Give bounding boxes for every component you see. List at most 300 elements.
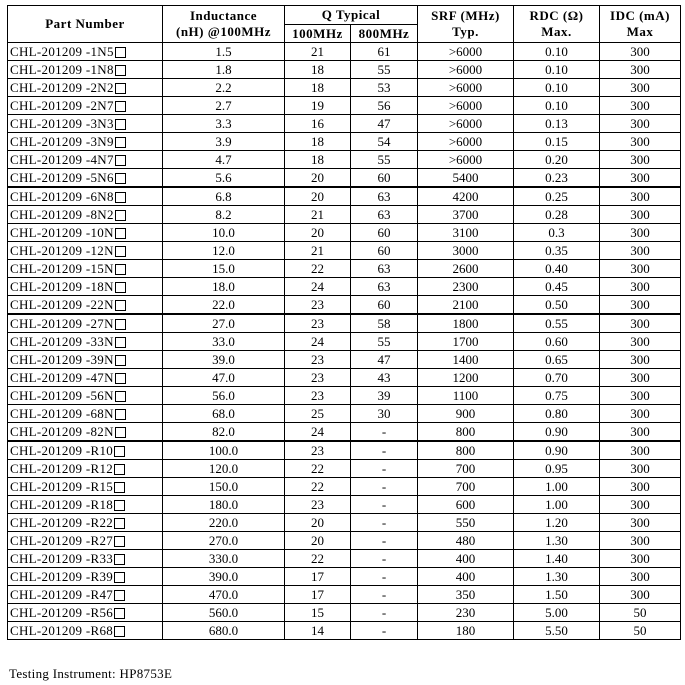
q-800mhz-cell-text: 54 [377,133,391,149]
table-row [8,260,681,278]
inductance-cell-text: 1.5 [215,43,232,59]
table-row [8,478,681,496]
rdc-cell-text: 0.40 [545,260,568,276]
srf-cell-text: 4200 [452,188,479,204]
inductance-cell-text: 100.0 [208,442,239,458]
q-100mhz-cell [285,568,351,586]
placeholder-box-icon [115,210,126,221]
inductance-cell [163,514,285,532]
rdc-cell-text: 1.40 [545,550,568,566]
q-800mhz-cell [351,514,418,532]
idc-cell-text: 300 [630,478,650,494]
srf-cell-text: 550 [455,514,476,530]
q-800mhz-cell [351,61,418,79]
part-number-cell-text: CHL-201209 -R56 [10,604,114,620]
rdc-cell [514,514,600,532]
idc-cell [600,460,681,478]
inductance-cell [163,387,285,405]
header-rdc-line2: Max. [541,24,572,39]
srf-cell [418,206,514,224]
part-number-cell-text: CHL-201209 -R33 [10,550,114,566]
srf-cell [418,405,514,423]
rdc-cell [514,151,600,169]
q-800mhz-cell-text: 63 [377,188,391,204]
placeholder-box-icon [115,246,126,257]
header-q-800mhz: 800MHz [351,25,418,43]
rdc-cell [514,586,600,604]
placeholder-box-icon [115,282,126,293]
q-800mhz-cell-text: 55 [377,333,391,349]
q-800mhz-cell [351,224,418,242]
part-number-cell-text: CHL-201209 -R47 [10,586,114,602]
srf-cell [418,333,514,351]
srf-cell-text: 700 [455,478,476,494]
q-100mhz-cell-text: 23 [311,496,324,512]
q-800mhz-cell-text: - [381,478,387,494]
table-row [8,514,681,532]
table-row [8,61,681,79]
table-row [8,496,681,514]
placeholder-box-icon [115,319,126,330]
q-100mhz-cell-text: 24 [311,423,324,439]
inductance-cell [163,351,285,369]
rdc-cell-text: 0.50 [545,296,568,312]
idc-cell [600,550,681,568]
placeholder-box-icon [114,500,125,511]
inductance-cell-text: 270.0 [208,532,239,548]
srf-cell-text: 800 [455,442,476,458]
rdc-cell [514,260,600,278]
header-q-100mhz: 100MHz [285,25,351,43]
srf-cell-text: 180 [455,622,476,638]
q-800mhz-cell [351,441,418,460]
table-row [8,224,681,242]
q-800mhz-cell [351,333,418,351]
idc-cell [600,169,681,188]
srf-cell [418,622,514,640]
rdc-cell [514,169,600,188]
header-idc [600,6,681,43]
inductance-cell-text: 3.9 [215,133,232,149]
idc-cell-text: 300 [630,387,650,403]
rdc-cell [514,423,600,442]
idc-cell-text: 300 [630,351,650,367]
q-100mhz-cell-text: 22 [311,460,324,476]
q-100mhz-cell-text: 20 [311,188,324,204]
part-number-cell-text: CHL-201209 -22N [10,296,114,312]
srf-cell-text: >6000 [448,79,483,95]
inductance-cell [163,405,285,423]
part-number-cell-text: CHL-201209 -12N [10,242,114,258]
inductance-cell-text: 390.0 [208,568,239,584]
rdc-cell-text: 0.23 [545,169,568,185]
idc-cell-text: 300 [630,61,650,77]
part-number-cell [8,242,163,260]
q-800mhz-cell-text: 60 [377,242,391,258]
part-number-cell-text: CHL-201209 -6N8 [10,188,114,204]
srf-cell [418,604,514,622]
srf-cell-text: 2300 [452,278,479,294]
q-100mhz-cell [285,496,351,514]
rdc-cell [514,97,600,115]
srf-cell-text: 400 [455,550,476,566]
part-number-cell-text: CHL-201209 -33N [10,333,114,349]
inductance-cell [163,586,285,604]
inductance-cell [163,97,285,115]
inductance-cell [163,79,285,97]
rdc-cell-text: 1.50 [545,586,568,602]
part-number-cell [8,97,163,115]
q-800mhz-cell-text: - [381,550,387,566]
q-100mhz-cell-text: 20 [311,514,324,530]
idc-cell-text: 300 [630,333,650,349]
q-800mhz-cell [351,260,418,278]
part-number-cell [8,478,163,496]
q-100mhz-cell [285,43,351,61]
idc-cell [600,496,681,514]
table-row [8,441,681,460]
testing-instrument-note [9,666,172,682]
inductance-cell [163,133,285,151]
srf-cell-text: 2600 [452,260,479,276]
inductance-cell-text: 27.0 [212,315,235,331]
footer-label: Testing Instrument: [9,666,120,681]
part-number-cell [8,43,163,61]
q-100mhz-cell [285,151,351,169]
rdc-cell-text: 0.60 [545,333,568,349]
placeholder-box-icon [114,554,125,565]
q-100mhz-cell [285,514,351,532]
idc-cell [600,405,681,423]
header-q-typical: Q Typical [285,6,418,25]
table-row [8,387,681,405]
rdc-cell [514,568,600,586]
idc-cell-text: 300 [630,43,650,59]
part-number-cell-text: CHL-201209 -R10 [10,442,114,458]
idc-cell-text: 300 [630,369,650,385]
table-row [8,423,681,442]
table-row [8,169,681,188]
q-800mhz-cell-text: 63 [377,278,391,294]
placeholder-box-icon [115,65,126,76]
idc-cell-text: 300 [630,496,650,512]
idc-cell-text: 300 [630,188,650,204]
header-inductance-line2: (nH) @100MHz [176,24,271,39]
rdc-cell-text: 5.00 [545,604,568,620]
idc-cell [600,532,681,550]
inductance-cell [163,314,285,333]
rdc-cell [514,622,600,640]
part-number-cell [8,61,163,79]
part-number-cell [8,333,163,351]
inductance-cell-text: 3.3 [215,115,232,131]
rdc-cell [514,242,600,260]
part-number-cell-text: CHL-201209 -68N [10,405,114,421]
q-100mhz-cell-text: 24 [311,278,324,294]
q-800mhz-cell-text: 30 [377,405,391,421]
q-100mhz-cell [285,333,351,351]
inductance-cell-text: 120.0 [208,460,239,476]
srf-cell-text: 900 [455,405,476,421]
q-800mhz-cell [351,405,418,423]
part-number-cell-text: CHL-201209 -2N7 [10,97,114,113]
q-100mhz-cell-text: 21 [311,43,324,59]
rdc-cell-text: 0.75 [545,387,568,403]
srf-cell [418,369,514,387]
q-100mhz-cell [285,423,351,442]
srf-cell [418,242,514,260]
idc-cell [600,151,681,169]
q-100mhz-cell [285,278,351,296]
table-row [8,79,681,97]
q-800mhz-cell-text: 55 [377,61,391,77]
rdc-cell-text: 0.10 [545,79,568,95]
idc-cell [600,314,681,333]
idc-cell-text: 300 [630,514,650,530]
q-100mhz-cell-text: 16 [311,115,324,131]
inductance-cell-text: 22.0 [212,296,235,312]
table-row [8,314,681,333]
q-800mhz-cell [351,550,418,568]
srf-cell [418,314,514,333]
table-row [8,405,681,423]
q-800mhz-cell [351,278,418,296]
inductance-cell [163,187,285,206]
srf-cell-text: >6000 [448,151,483,167]
rdc-cell [514,604,600,622]
table-row [8,351,681,369]
placeholder-box-icon [115,119,126,130]
placeholder-box-icon [115,264,126,275]
srf-cell-text: 3000 [452,242,479,258]
srf-cell-text: 400 [455,568,476,584]
idc-cell-text: 300 [630,151,650,167]
idc-cell-text: 50 [633,604,647,620]
q-100mhz-cell [285,242,351,260]
rdc-cell-text: 0.90 [545,442,568,458]
part-number-cell-text: CHL-201209 -1N8 [10,61,114,77]
inductance-cell [163,206,285,224]
part-number-cell-text: CHL-201209 -27N [10,315,114,331]
q-100mhz-cell [285,622,351,640]
q-100mhz-cell-text: 23 [311,296,324,312]
q-100mhz-cell [285,550,351,568]
table-row [8,133,681,151]
part-number-cell-text: CHL-201209 -8N2 [10,206,114,222]
q-800mhz-cell-text: - [381,568,387,584]
part-number-cell-text: CHL-201209 -47N [10,369,114,385]
part-number-cell [8,351,163,369]
rdc-cell [514,115,600,133]
idc-cell-text: 300 [630,296,650,312]
q-800mhz-cell [351,622,418,640]
header-rdc-line1: RDC (Ω) [529,8,584,23]
srf-cell [418,351,514,369]
rdc-cell-text: 0.20 [545,151,568,167]
placeholder-box-icon [115,300,126,311]
part-number-cell [8,278,163,296]
idc-cell-text: 300 [630,442,650,458]
placeholder-box-icon [115,173,126,184]
srf-cell [418,169,514,188]
rdc-cell-text: 0.35 [545,242,568,258]
placeholder-box-icon [114,518,125,529]
q-100mhz-cell-text: 25 [311,405,324,421]
inductance-cell-text: 2.2 [215,79,232,95]
table-row [8,568,681,586]
part-number-cell [8,133,163,151]
q-800mhz-cell-text: - [381,496,387,512]
srf-cell [418,97,514,115]
q-800mhz-cell-text: 63 [377,260,391,276]
q-100mhz-cell-text: 18 [311,151,324,167]
part-number-cell-text: CHL-201209 -R22 [10,514,114,530]
srf-cell-text: 1200 [452,369,479,385]
inductance-cell-text: 470.0 [208,586,239,602]
rdc-cell-text: 0.45 [545,278,568,294]
rdc-cell-text: 0.90 [545,423,568,439]
part-number-cell [8,622,163,640]
idc-cell-text: 300 [630,97,650,113]
srf-cell-text: >6000 [448,133,483,149]
placeholder-box-icon [115,228,126,239]
q-100mhz-cell-text: 18 [311,133,324,149]
q-800mhz-cell-text: 47 [377,351,391,367]
part-number-cell [8,460,163,478]
srf-cell [418,260,514,278]
q-800mhz-cell [351,460,418,478]
idc-cell [600,133,681,151]
srf-cell-text: 5400 [452,169,479,185]
q-100mhz-cell [285,187,351,206]
rdc-cell [514,278,600,296]
inductance-cell [163,61,285,79]
q-800mhz-cell-text: 63 [377,206,391,222]
srf-cell [418,514,514,532]
header-srf [418,6,514,43]
idc-cell [600,43,681,61]
idc-cell-text: 300 [630,224,650,240]
part-number-cell-text: CHL-201209 -R68 [10,622,114,638]
inductance-cell-text: 10.0 [212,224,235,240]
q-800mhz-cell [351,151,418,169]
part-number-cell-text: CHL-201209 -56N [10,387,114,403]
inductance-cell-text: 56.0 [212,387,235,403]
part-number-cell-text: CHL-201209 -4N7 [10,151,114,167]
q-100mhz-cell [285,115,351,133]
idc-cell [600,206,681,224]
srf-cell-text: 480 [455,532,476,548]
rdc-cell-text: 0.55 [545,315,568,331]
part-number-cell-text: CHL-201209 -3N3 [10,115,114,131]
part-number-cell [8,187,163,206]
srf-cell-text: 350 [455,586,476,602]
part-number-cell [8,405,163,423]
idc-cell [600,97,681,115]
q-100mhz-cell [285,586,351,604]
q-100mhz-cell [285,224,351,242]
srf-cell-text: 800 [455,423,476,439]
srf-cell [418,133,514,151]
part-number-cell-text: CHL-201209 -3N9 [10,133,114,149]
idc-cell [600,224,681,242]
placeholder-box-icon [115,155,126,166]
inductance-cell [163,224,285,242]
part-number-cell [8,224,163,242]
placeholder-box-icon [114,590,125,601]
idc-cell [600,441,681,460]
q-100mhz-cell-text: 14 [311,622,324,638]
q-800mhz-cell [351,296,418,315]
idc-cell [600,351,681,369]
rdc-cell-text: 1.00 [545,496,568,512]
inductance-cell-text: 8.2 [215,206,232,222]
q-800mhz-cell [351,97,418,115]
inductance-cell [163,278,285,296]
part-number-cell-text: CHL-201209 -R39 [10,568,114,584]
part-number-cell-text: CHL-201209 -15N [10,260,114,276]
part-number-cell [8,441,163,460]
q-100mhz-cell-text: 22 [311,260,324,276]
idc-cell-text: 300 [630,206,650,222]
idc-cell-text: 300 [630,260,650,276]
q-100mhz-cell [285,604,351,622]
q-100mhz-cell-text: 23 [311,351,324,367]
part-number-cell [8,369,163,387]
q-800mhz-cell-text: - [381,586,387,602]
inductance-cell-text: 33.0 [212,333,235,349]
srf-cell [418,151,514,169]
q-100mhz-cell [285,206,351,224]
part-number-cell-text: CHL-201209 -R12 [10,460,114,476]
q-100mhz-cell-text: 18 [311,61,324,77]
q-800mhz-cell-text: 39 [377,387,391,403]
inductance-cell-text: 560.0 [208,604,239,620]
rdc-cell [514,187,600,206]
q-800mhz-cell [351,586,418,604]
q-800mhz-cell [351,206,418,224]
part-number-cell [8,115,163,133]
srf-cell [418,532,514,550]
q-100mhz-cell [285,532,351,550]
inductor-spec-table [7,5,681,640]
q-100mhz-cell-text: 19 [311,97,324,113]
rdc-cell [514,333,600,351]
q-800mhz-cell-text: 61 [377,43,391,59]
idc-cell [600,242,681,260]
q-100mhz-cell [285,314,351,333]
placeholder-box-icon [115,409,126,420]
table-row [8,460,681,478]
rdc-cell [514,224,600,242]
inductance-cell-text: 12.0 [212,242,235,258]
q-100mhz-cell-text: 17 [311,586,324,602]
part-number-cell-text: CHL-201209 -82N [10,423,114,439]
q-100mhz-cell-text: 20 [311,532,324,548]
inductance-cell [163,460,285,478]
inductance-cell-text: 82.0 [212,423,235,439]
inductance-cell-text: 680.0 [208,622,239,638]
q-800mhz-cell-text: 53 [377,79,391,95]
rdc-cell [514,369,600,387]
inductance-cell [163,43,285,61]
q-100mhz-cell-text: 20 [311,224,324,240]
inductance-cell-text: 5.6 [215,169,232,185]
placeholder-box-icon [114,536,125,547]
q-100mhz-cell [285,133,351,151]
table-row [8,586,681,604]
table-row [8,532,681,550]
